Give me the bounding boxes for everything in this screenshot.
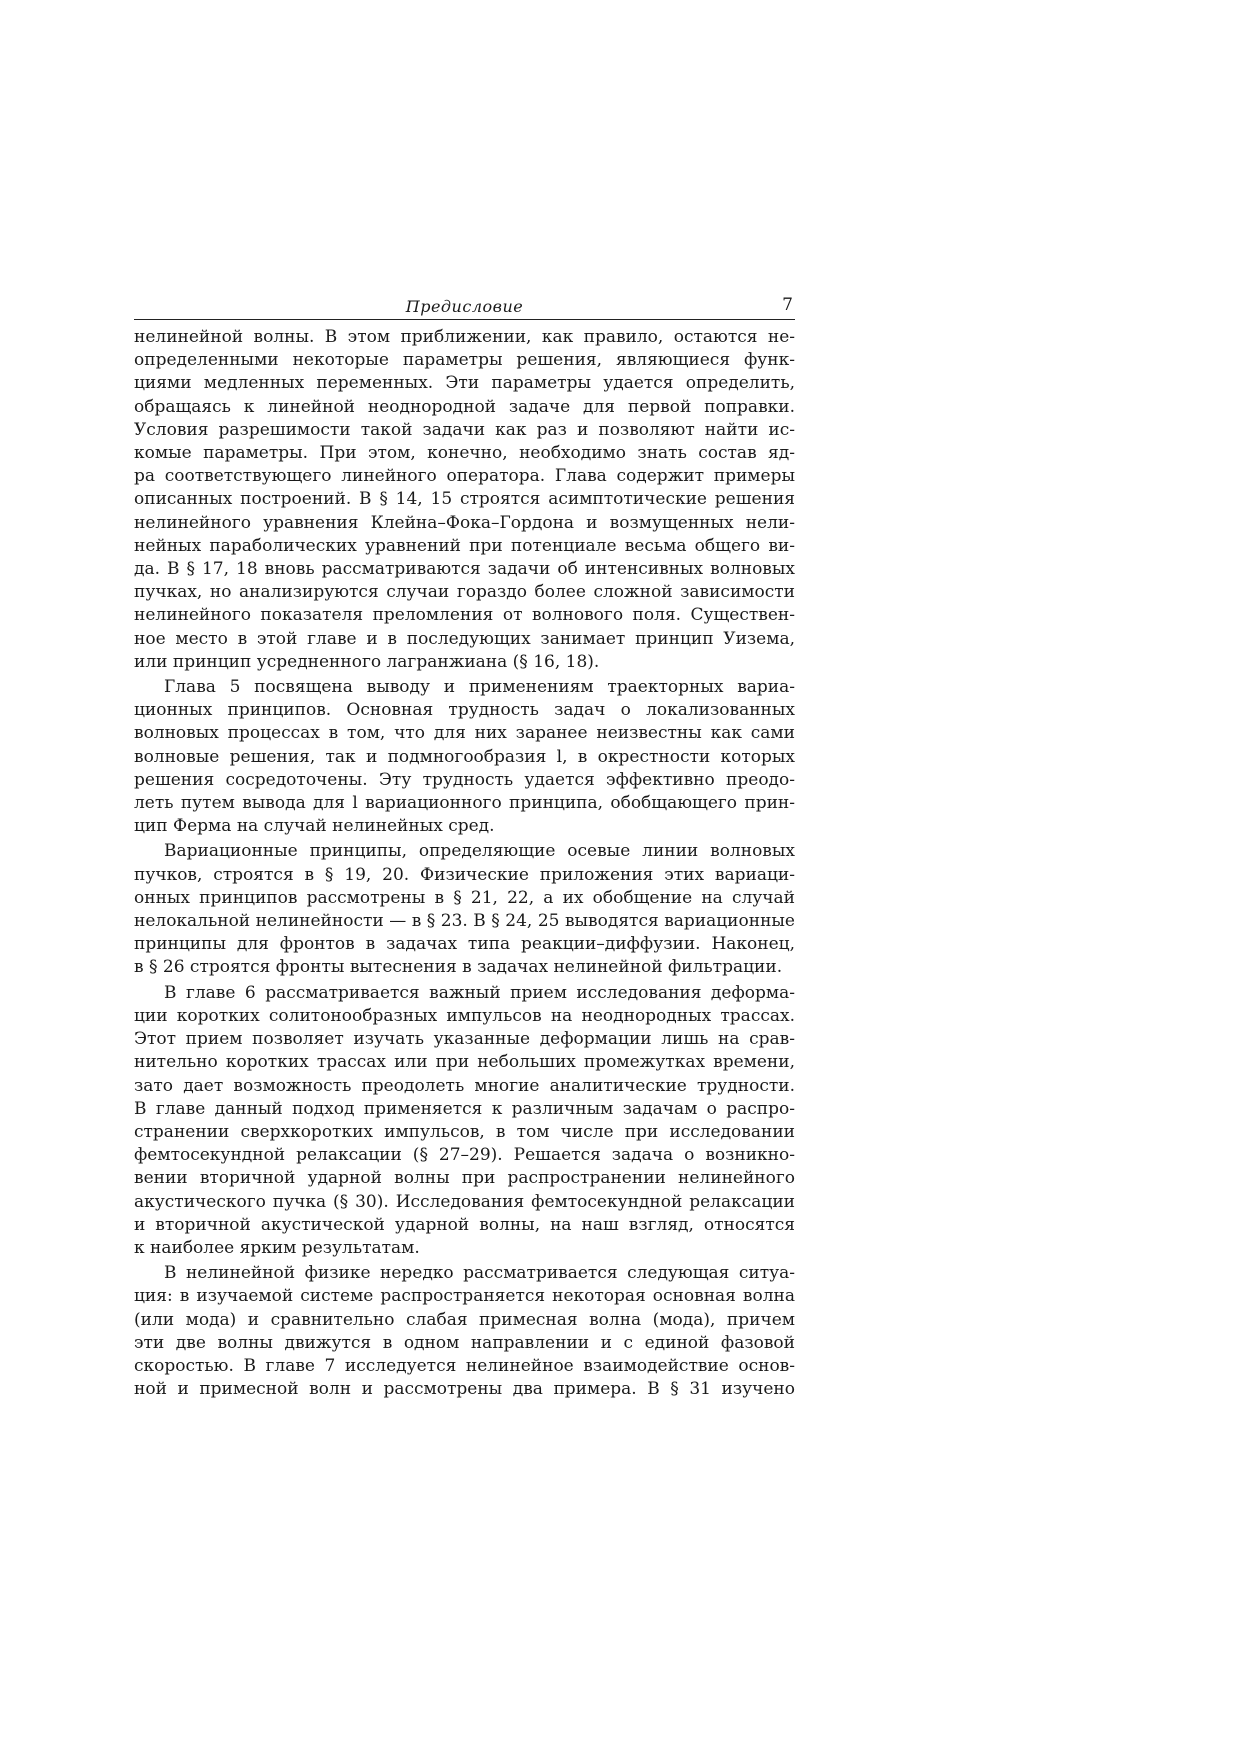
text-line: В главе данный подход применяется к различным задачам о распро- — [134, 1098, 795, 1119]
body-text — [134, 326, 795, 1401]
text-line: нелинейного уравнения Клейна–Фока–Гордона и возмущенных нели- — [134, 512, 795, 533]
text-line: цип Ферма на случай нелинейных сред. — [134, 816, 495, 837]
text-line: волновых процессах в том, что для них заранее неизвестны как сами — [134, 723, 795, 744]
text-line: ционных принципов. Основная трудность задач о локализованных — [134, 700, 795, 721]
text-line: и вторичной акустической ударной волны, на наш взгляд, относятся — [134, 1214, 795, 1235]
paragraph — [134, 840, 795, 979]
text-line: (или мода) и сравнительно слабая примесная волна (мода), причем — [134, 1309, 795, 1330]
text-line: нейных параболических уравнений при потенциале весьма общего ви- — [134, 535, 795, 556]
text-line: В главе 6 рассматривается важный прием исследования деформа- — [164, 982, 795, 1003]
page — [134, 293, 795, 1403]
text-line: странении сверхкоротких импульсов, в том числе при исследовании — [134, 1121, 795, 1142]
text-line: определенными некоторые параметры решения, являющиеся функ- — [134, 350, 795, 371]
text-line: волновые решения, так и подмногообразия l, в окрестности которых — [134, 746, 795, 767]
text-line: да. В § 17, 18 вновь рассматриваются задачи об интенсивных волновых — [134, 559, 795, 580]
text-line: или принцип усредненного лагранжиана (§ 16, 18). — [134, 651, 600, 672]
text-line: ции коротких солитонообразных импульсов на неоднородных трассах. — [134, 1005, 795, 1026]
text-line: к наиболее ярким результатам. — [134, 1237, 420, 1258]
text-line: Вариационные принципы, определяющие осевые линии волновых — [164, 841, 795, 862]
text-line: принципы для фронтов в задачах типа реакции–диффузии. Наконец, — [134, 934, 795, 955]
paragraph — [134, 676, 795, 838]
text-line: скоростью. В главе 7 исследуется нелинейное взаимодействие основ- — [134, 1355, 795, 1376]
text-line: нелокальной нелинейности — в § 23. В § 24, 25 выводятся вариационные — [134, 911, 795, 932]
text-line: обращаясь к линейной неоднородной задаче для первой поправки. — [134, 396, 795, 417]
text-line: ной и примесной волн и рассмотрены два примера. В § 31 изучено — [134, 1379, 795, 1400]
text-line: нелинейного показателя преломления от волнового поля. Существен- — [134, 605, 795, 626]
text-line: в § 26 строятся фронты вытеснения в задачах нелинейной фильтрации. — [134, 957, 783, 978]
text-line: В нелинейной физике нередко рассматривается следующая ситуа- — [164, 1263, 795, 1284]
running-head — [134, 293, 795, 320]
text-line: ра соответствующего линейного оператора. Глава содержит примеры — [134, 466, 795, 487]
text-line: пучках, но анализируются случаи гораздо более сложной зависимости — [134, 582, 795, 603]
text-line: ное место в этой главе и в последующих занимает принцип Уизема, — [134, 628, 795, 649]
text-line: Глава 5 посвящена выводу и применениям траекторных вариа- — [164, 677, 795, 698]
text-line: зато дает возможность преодолеть многие аналитические трудности. — [134, 1075, 795, 1096]
text-line: пучков, строятся в § 19, 20. Физические приложения этих вариаци- — [134, 864, 795, 885]
running-title: Предисловие — [405, 297, 524, 316]
text-line: Условия разрешимости такой задачи как раз и позволяют найти ис- — [134, 419, 795, 440]
text-line: решения сосредоточены. Эту трудность удается эффективно преодо- — [134, 769, 795, 790]
text-line: леть путем вывода для l вариационного принципа, обобщающего прин- — [134, 793, 795, 814]
text-line: ция: в изучаемой системе распространяется некоторая основная волна — [134, 1286, 795, 1307]
text-line: комые параметры. При этом, конечно, необходимо знать состав яд- — [134, 443, 795, 464]
text-line: циями медленных переменных. Эти параметры удается определить, — [134, 373, 795, 394]
paragraph — [134, 982, 795, 1260]
text-line: вении вторичной ударной волны при распространении нелинейного — [134, 1168, 795, 1189]
text-line: онных принципов рассмотрены в § 21, 22, а их обобщение на случай — [134, 887, 795, 908]
text-line: акустического пучка (§ 30). Исследования фемтосекундной релаксации — [134, 1191, 795, 1212]
paragraph — [134, 1262, 795, 1401]
page-number: 7 — [782, 295, 793, 315]
text-line: нелинейной волны. В этом приближении, как правило, остаются не- — [134, 327, 795, 347]
paragraph — [134, 326, 795, 674]
text-line: фемтосекундной релаксации (§ 27–29). Решается задача о возникно- — [134, 1145, 795, 1166]
text-line: Этот прием позволяет изучать указанные деформации лишь на срав- — [134, 1029, 795, 1050]
text-line: эти две волны движутся в одном направлении и с единой фазовой — [134, 1332, 795, 1353]
text-line: нительно коротких трассах или при небольших промежутках времени, — [134, 1052, 795, 1073]
text-line: описанных построений. В § 14, 15 строятся асимптотические решения — [134, 489, 795, 510]
